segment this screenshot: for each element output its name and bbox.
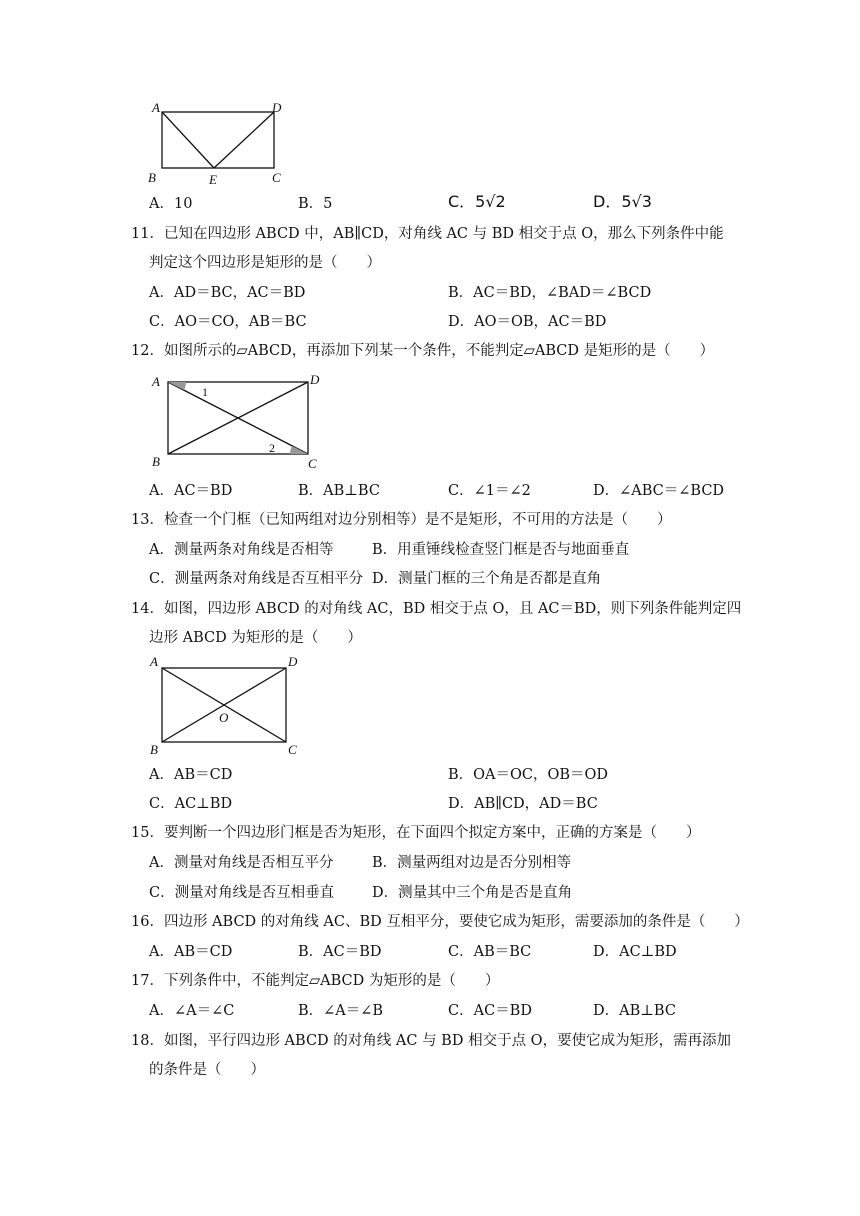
q15-option-a: A．测量对角线是否相互平分 xyxy=(149,855,334,871)
label-D: D xyxy=(288,654,298,669)
q11-option-a: A．AD＝BC，AC＝BD xyxy=(149,285,306,301)
label-E: E xyxy=(209,172,217,187)
q13-stem-line1: 13．检查一个门框（已知两组对边分别相等）是不是矩形，不可用的方法是（ ） xyxy=(131,512,672,528)
q12-option-a: A．AC＝BD xyxy=(149,483,233,499)
q17-stem-line1: 17．下列条件中，不能判定▱ABCD 为矩形的是（ ） xyxy=(131,973,500,989)
q14-figure xyxy=(146,654,316,760)
angle2-label: 2 xyxy=(269,441,275,455)
q15-option-b: B．测量两组对边是否分别相等 xyxy=(372,855,572,871)
q13-option-a: A．测量两条对角线是否相等 xyxy=(149,542,334,558)
q16-option-c: C．AB＝BC xyxy=(448,944,532,960)
q17-option-b: B．∠A＝∠B xyxy=(298,1003,384,1019)
q11-stem-line1: 11．已知在四边形 ABCD 中，AB∥CD，对角线 AC 与 BD 相交于点 O，那么下列条件中能 xyxy=(131,226,724,242)
q18-stem-line1: 18．如图，平行四边形 ABCD 的对角线 AC 与 BD 相交于点 O，要使它成为矩形，需再添加 xyxy=(131,1033,732,1049)
q11-option-b: B．AC＝BD，∠BAD＝∠BCD xyxy=(448,285,652,301)
q12-stem-line1: 12．如图所示的▱ABCD，再添加下列某一个条件，不能判定▱ABCD 是矩形的是（ ） xyxy=(131,343,715,359)
q14-option-d: D．AB∥CD，AD＝BC xyxy=(448,796,598,812)
angle1-mark xyxy=(168,382,186,390)
q13-option-c: C．测量两条对角线是否互相平分 xyxy=(149,571,364,587)
label-C: C xyxy=(288,742,297,757)
q14-option-a: A．AB＝CD xyxy=(149,767,233,783)
q11-stem-line2: 判定这个四边形是矩形的是（ ） xyxy=(149,255,381,271)
q15-option-c: C．测量对角线是否互相垂直 xyxy=(149,885,335,901)
label-O: O xyxy=(219,710,229,725)
q16-stem-line1: 16．四边形 ABCD 的对角线 AC、BD 互相平分，要使它成为矩形，需要添加的条件是（ ） xyxy=(131,914,749,930)
q16-option-b: B．AC＝BD xyxy=(298,944,382,960)
q16-option-d: D．AC⊥BD xyxy=(593,944,677,960)
label-B: B xyxy=(148,170,156,185)
q10-option-d: D．5√3 xyxy=(593,192,652,211)
q14-option-c: C．AC⊥BD xyxy=(149,796,233,812)
q18-stem-line2: 的条件是（ ） xyxy=(149,1062,265,1078)
label-A: A xyxy=(152,374,160,389)
q12-option-b: B．AB⊥BC xyxy=(298,483,380,499)
q12-option-c: C．∠1＝∠2 xyxy=(448,483,531,499)
q17-option-c: C．AC＝BD xyxy=(448,1003,532,1019)
q11-option-c: C．AO＝CO，AB＝BC xyxy=(149,314,307,330)
label-A: A xyxy=(152,100,160,115)
label-D: D xyxy=(310,372,320,387)
q17-option-d: D．AB⊥BC xyxy=(593,1003,676,1019)
q15-stem-line1: 15．要判断一个四边形门框是否为矩形，在下面四个拟定方案中，正确的方案是（ ） xyxy=(131,825,701,841)
label-D: D xyxy=(272,100,282,115)
q17-option-a: A．∠A＝∠C xyxy=(149,1003,235,1019)
q10-option-b: B．5 xyxy=(298,196,333,212)
q14-stem-line2: 边形 ABCD 为矩形的是（ ） xyxy=(149,630,362,646)
q13-option-b: B．用重锤线检查竖门框是否与地面垂直 xyxy=(372,542,630,558)
angle2-mark xyxy=(290,446,308,454)
q15-option-d: D．测量其中三个角是否是直角 xyxy=(372,885,573,901)
q12-figure xyxy=(146,370,336,474)
q13-option-d: D．测量门框的三个角是否都是直角 xyxy=(372,571,602,587)
label-C: C xyxy=(308,456,317,471)
q12-option-d: D．∠ABC＝∠BCD xyxy=(593,483,725,499)
label-A: A xyxy=(150,654,158,669)
q14-stem-line1: 14．如图，四边形 ABCD 的对角线 AC，BD 相交于点 O，且 AC＝BD，则下列条件能判定四 xyxy=(131,601,742,617)
q10-option-c: C．5√2 xyxy=(448,192,506,211)
label-B: B xyxy=(152,454,160,469)
q11-option-d: D．AO＝OB，AC＝BD xyxy=(448,314,607,330)
q10-figure xyxy=(146,100,296,188)
angle1-label: 1 xyxy=(202,385,208,399)
q16-option-a: A．AB＝CD xyxy=(149,944,233,960)
q14-option-b: B．OA＝OC，OB＝OD xyxy=(448,767,609,783)
label-C: C xyxy=(272,170,281,185)
label-B: B xyxy=(150,742,158,757)
q10-option-a: A．10 xyxy=(149,196,193,212)
